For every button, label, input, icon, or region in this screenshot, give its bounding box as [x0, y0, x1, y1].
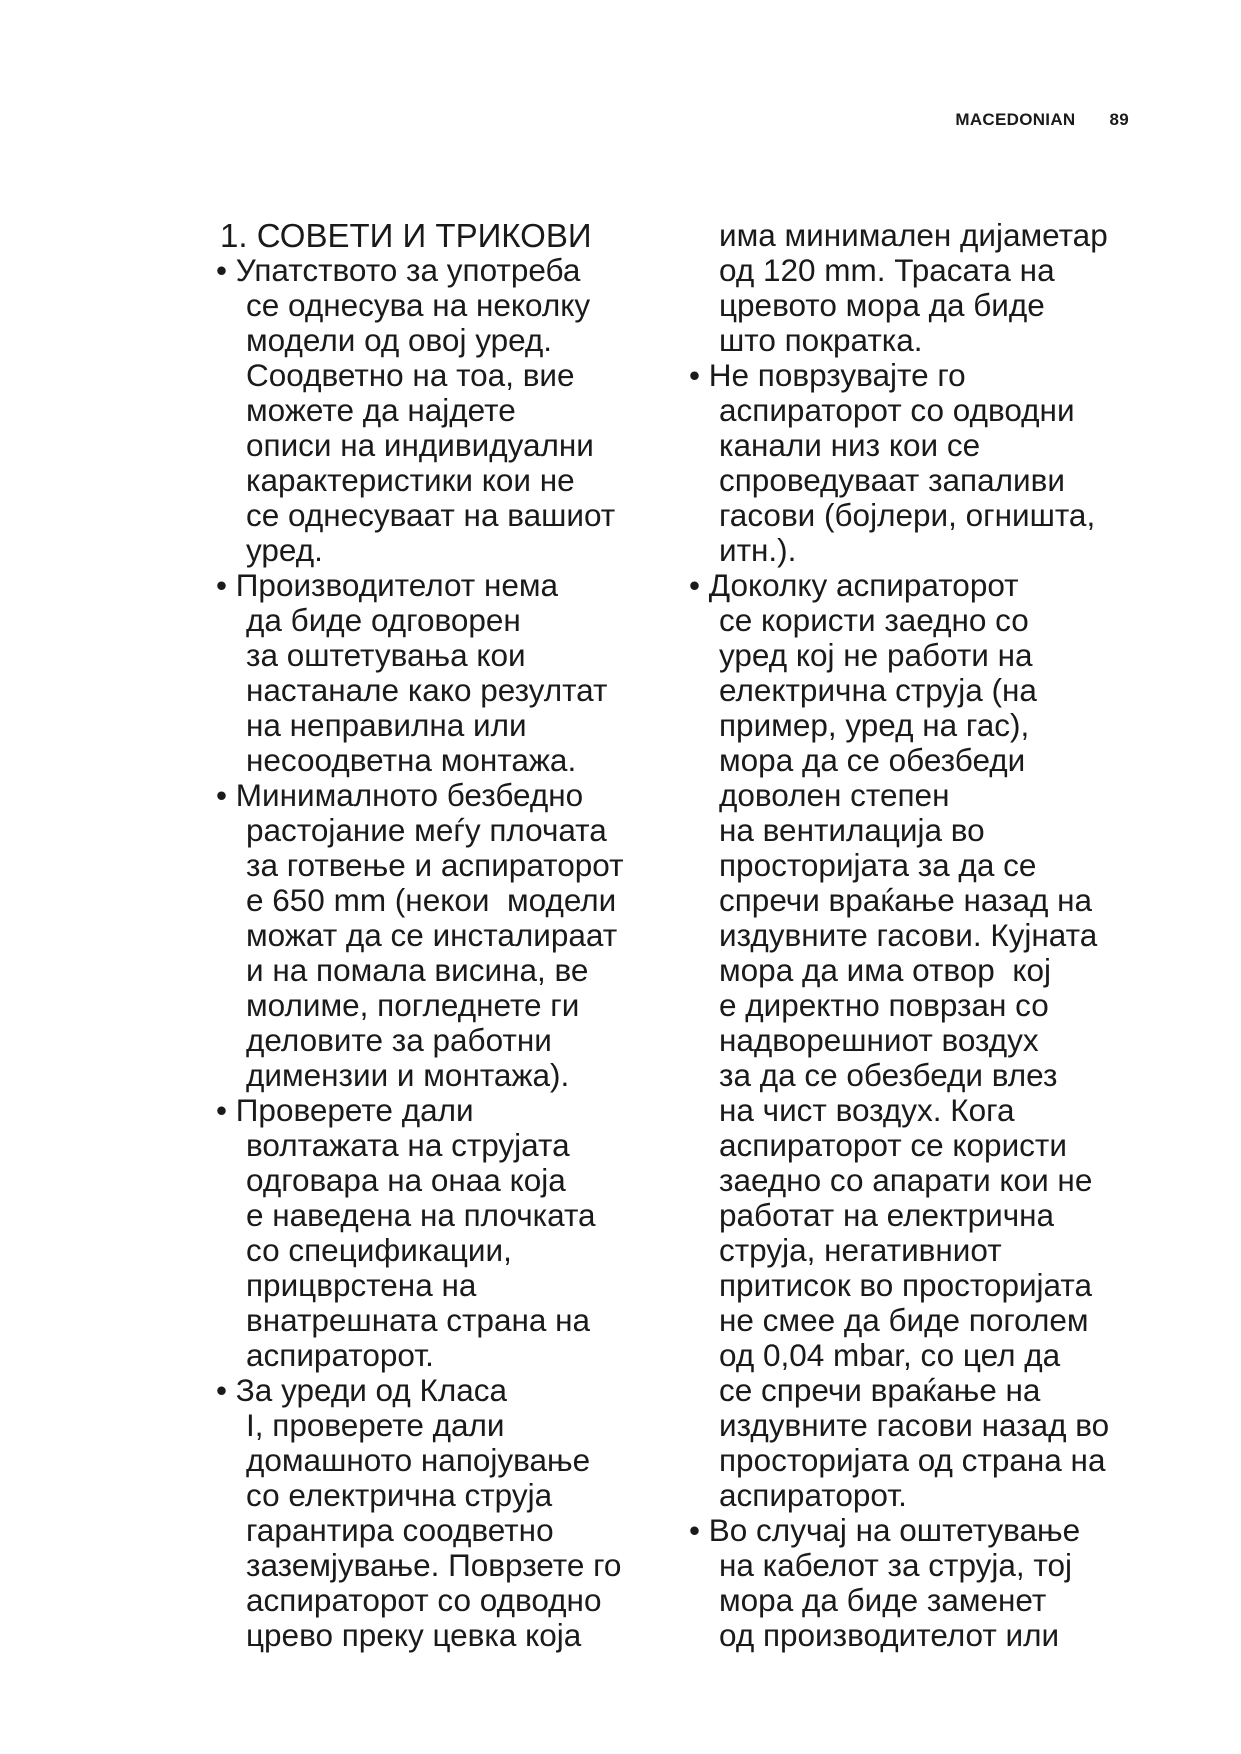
text-line: аспираторот со одводно: [246, 1582, 602, 1618]
text-line: мора да има отвор кој: [719, 952, 1051, 988]
text-line: Соодветно на тоа, вие: [246, 357, 575, 393]
text-line: има минимален дијаметар: [719, 217, 1108, 253]
text-line: е наведена на плочката: [246, 1197, 596, 1233]
text-line: издувните гасови назад во: [719, 1407, 1110, 1443]
text-line: • Не поврзувајте го: [689, 357, 966, 393]
text-line: димензии и монтажа).: [246, 1057, 570, 1093]
text-line: • Минималното безбедно: [216, 777, 584, 813]
text-line: домашното напојување: [246, 1442, 591, 1478]
right-column: [689, 217, 1133, 1653]
text-line: • Производителот нема: [216, 567, 559, 603]
text-line: аспираторот со одводни: [719, 392, 1075, 428]
text-line: на кабелот за струја, тој: [719, 1547, 1072, 1583]
text-line: од 0,04 mbar, со цел да: [719, 1337, 1061, 1373]
text-line: од производителот или: [719, 1617, 1060, 1653]
text-line: цревото мора да биде: [719, 287, 1045, 323]
text-line: модели од овој уред.: [246, 322, 553, 358]
text-line: мора да се обезбеди: [719, 742, 1026, 778]
text-line: уред.: [246, 532, 323, 568]
text-line: можат да се инсталираат: [246, 917, 618, 953]
text-line: внатрешната страна на: [246, 1302, 591, 1338]
text-line: гасови (бојлери, огништа,: [719, 497, 1096, 533]
text-line: деловите за работни: [246, 1022, 552, 1058]
text-line: гарантира соодветно: [246, 1512, 554, 1548]
text-line: со спецификации,: [246, 1232, 512, 1268]
text-line: волтажата на струјата: [246, 1127, 570, 1163]
text-line: заземјување. Поврзете го: [246, 1547, 622, 1583]
text-line: аспираторот.: [719, 1477, 907, 1513]
text-line: уред кој не работи на: [719, 637, 1033, 673]
text-line: одговара на онаа која: [246, 1162, 566, 1198]
text-line: е 650 mm (некои модели: [246, 882, 617, 918]
text-line: работат на електрична: [719, 1197, 1055, 1233]
section-title: 1. СОВЕТИ И ТРИКОВИ: [220, 217, 592, 254]
text-line: мора да биде заменет: [719, 1582, 1047, 1618]
text-line: прицврстена на: [246, 1267, 477, 1303]
text-line: е директно поврзан со: [719, 987, 1049, 1023]
text-line: • Проверете дали: [216, 1092, 474, 1128]
text-line: просторијата од страна на: [719, 1442, 1106, 1478]
page-header: [955, 110, 1129, 130]
text-line: канали низ кои се: [719, 427, 981, 463]
page-number: 89: [1109, 110, 1129, 129]
text-line: се користи заедно со: [719, 602, 1029, 638]
text-line: не смее да биде поголем: [719, 1302, 1089, 1338]
text-line: настанале како резултат: [246, 672, 608, 708]
text-line: спречи враќање назад на: [719, 882, 1093, 918]
left-column: [216, 217, 670, 1653]
text-line: • Упатството за употреба: [216, 252, 581, 288]
text-line: струја, негативниот: [719, 1232, 1002, 1268]
text-line: аспираторот се користи: [719, 1127, 1067, 1163]
text-line: описи на индивидуални: [246, 427, 594, 463]
text-line: на чист воздух. Кога: [719, 1092, 1015, 1128]
text-line: на неправилна или: [246, 707, 527, 743]
text-line: • Во случај на оштетување: [689, 1512, 1081, 1548]
text-line: доволен степен: [719, 777, 950, 813]
text-line: заедно со апарати кои не: [719, 1162, 1093, 1198]
text-line: за оштетувања кои: [246, 637, 526, 673]
text-line: на вентилација во: [719, 812, 985, 848]
text-line: молиме, погледнете ги: [246, 987, 580, 1023]
text-line: за да се обезбеди влез: [719, 1057, 1058, 1093]
text-line: аспираторот.: [246, 1337, 434, 1373]
text-line: надворешниот воздух: [719, 1022, 1039, 1058]
text-line: • Доколку аспираторот: [689, 567, 1019, 603]
text-line: се спречи враќање на: [719, 1372, 1041, 1408]
language-label: MACEDONIAN: [955, 110, 1076, 129]
text-line: издувните гасови. Кујната: [719, 917, 1098, 953]
text-line: I, проверете дали: [246, 1407, 505, 1443]
text-line: просторијата за да се: [719, 847, 1037, 883]
text-line: од 120 mm. Трасата на: [719, 252, 1055, 288]
text-line: и на помала висина, ве: [246, 952, 589, 988]
text-line: што пократка.: [719, 322, 923, 358]
text-line: спроведуваат запаливи: [719, 462, 1065, 498]
text-line: за готвење и аспираторот: [246, 847, 624, 883]
text-line: растојание меѓу плочата: [246, 812, 607, 848]
text-line: • За уреди од Класа: [216, 1372, 508, 1408]
text-line: се однесува на неколку: [246, 287, 591, 323]
text-line: притисок во просторијата: [719, 1267, 1092, 1303]
text-line: пример, уред на гас),: [719, 707, 1030, 743]
text-line: да биде одговорен: [246, 602, 521, 638]
text-line: можете да најдете: [246, 392, 516, 428]
text-line: црево преку цевка која: [246, 1617, 582, 1653]
text-line: несоодветна монтажа.: [246, 742, 577, 778]
text-line: со електрична струја: [246, 1477, 553, 1513]
text-line: итн.).: [719, 532, 797, 568]
text-line: карактеристики кои не: [246, 462, 575, 498]
text-line: се однесуваат на вашиот: [246, 497, 616, 533]
text-line: електрична струја (на: [719, 672, 1037, 708]
